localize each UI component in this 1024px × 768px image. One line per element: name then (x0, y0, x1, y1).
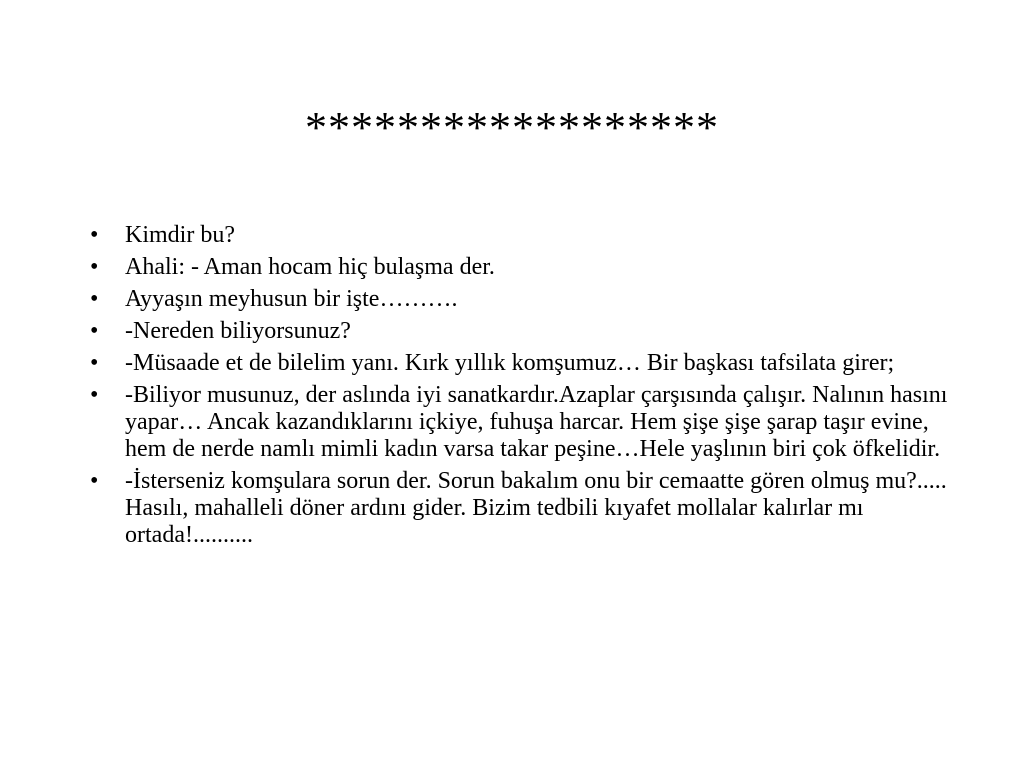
bullet-text: Kimdir bu? (125, 222, 235, 248)
bullet-list (90, 222, 950, 554)
list-item (90, 382, 950, 463)
bullet-text: -İsterseniz komşulara sorun der. Sorun bakalım onu bir cemaatte gören olmuş mu?..... Hasılı, mahalleli döner ardını gider. Bizim tedbili kıyafet mollalar kalırlar mı ortada!.......... (125, 468, 947, 548)
list-item (90, 350, 950, 377)
bullet-text: Ahali: - Aman hocam hiç bulaşma der. (125, 254, 495, 280)
bullet-icon: • (90, 350, 99, 376)
slide-title: ****************** (305, 103, 719, 152)
bullet-icon: • (90, 222, 99, 248)
bullet-icon: • (90, 254, 99, 280)
bullet-icon: • (90, 468, 99, 494)
list-item (90, 318, 950, 345)
bullet-text: -Müsaade et de bilelim yanı. Kırk yıllık komşumuz… Bir başkası tafsilata girer; (125, 350, 895, 376)
list-item (90, 468, 950, 549)
list-item (90, 286, 950, 313)
bullet-icon: • (90, 382, 99, 408)
bullet-text: Ayyaşın meyhusun bir işte………. (125, 286, 458, 312)
bullet-icon: • (90, 318, 99, 344)
list-item (90, 222, 950, 249)
bullet-icon: • (90, 286, 99, 312)
bullet-text: -Biliyor musunuz, der aslında iyi sanatkardır.Azaplar çarşısında çalışır. Nalının hasını yapar… Ancak kazandıklarını içkiye, fuhuşa harcar. Hem şişe şişe şarap taşır evine, hem de nerde namlı mimli kadın varsa takar peşine…Hele yaşlının biri çok öfkelidir. (125, 382, 948, 462)
list-item (90, 254, 950, 281)
bullet-text: -Nereden biliyorsunuz? (125, 318, 351, 344)
